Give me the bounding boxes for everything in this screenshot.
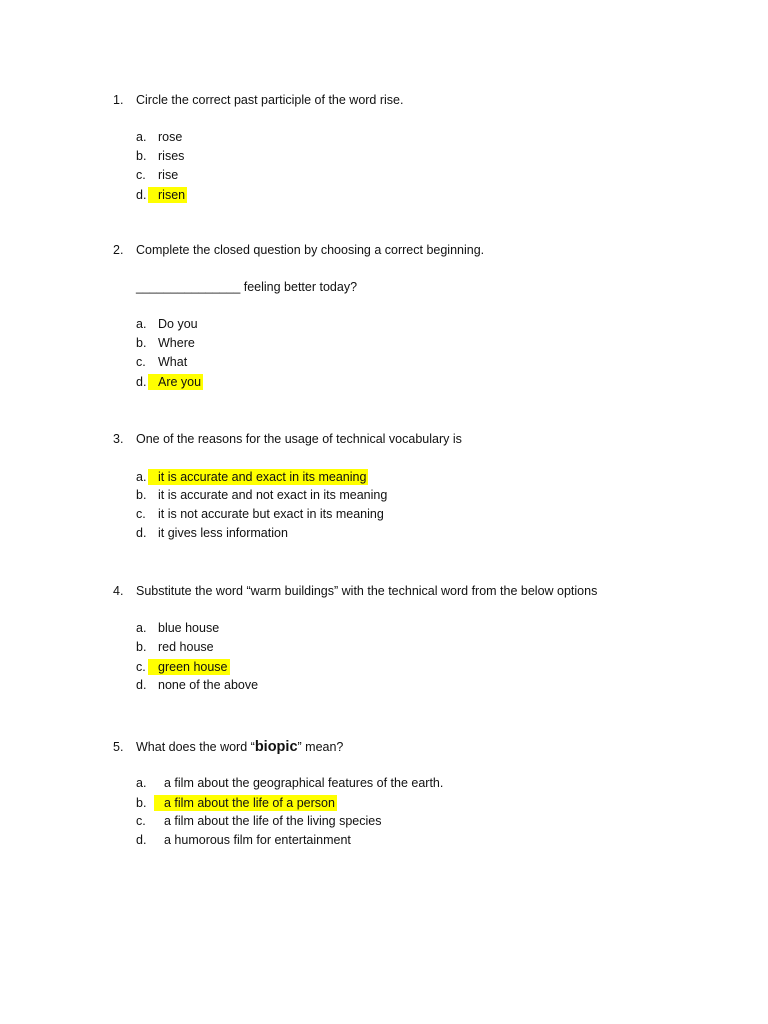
option-text: red house bbox=[158, 640, 214, 654]
highlighted-answer: Are you bbox=[148, 374, 203, 390]
option-letter: c. bbox=[136, 814, 146, 828]
option-list bbox=[136, 469, 733, 545]
highlighted-answer: a film about the life of a person bbox=[154, 795, 337, 811]
option-text: Where bbox=[158, 336, 195, 350]
option-c[interactable] bbox=[136, 507, 733, 526]
option-text: a film about the life of the living species bbox=[164, 814, 382, 828]
option-b[interactable] bbox=[136, 795, 733, 814]
question-number: 3. bbox=[113, 432, 124, 446]
option-text: a humorous film for entertainment bbox=[164, 833, 351, 847]
option-list bbox=[136, 130, 733, 206]
option-c[interactable] bbox=[136, 814, 733, 833]
question-keyword: biopic bbox=[254, 739, 298, 755]
question-text: Substitute the word “warm buildings” with the technical word from the below options bbox=[136, 584, 598, 598]
option-c[interactable] bbox=[136, 168, 733, 187]
option-d[interactable] bbox=[136, 374, 733, 393]
option-text: What bbox=[158, 355, 188, 369]
question-text-after: ” mean? bbox=[297, 740, 344, 754]
option-c[interactable] bbox=[136, 659, 733, 678]
question-text: Complete the closed question by choosing a correct beginning. bbox=[136, 243, 485, 257]
option-letter: a. bbox=[136, 130, 147, 144]
option-a[interactable] bbox=[136, 621, 733, 640]
option-letter: a. bbox=[136, 470, 147, 484]
option-letter: c. bbox=[136, 660, 146, 674]
question-1 bbox=[113, 93, 733, 206]
highlighted-answer: risen bbox=[148, 187, 187, 203]
option-list bbox=[136, 776, 733, 852]
option-d[interactable] bbox=[136, 833, 733, 852]
option-a[interactable] bbox=[136, 776, 733, 795]
option-b[interactable] bbox=[136, 488, 733, 507]
option-text: blue house bbox=[158, 621, 220, 635]
question-number: 2. bbox=[113, 243, 124, 257]
option-letter: d. bbox=[136, 188, 147, 202]
option-letter: b. bbox=[136, 336, 147, 350]
question-number: 1. bbox=[113, 93, 124, 107]
option-d[interactable] bbox=[136, 526, 733, 545]
option-text: none of the above bbox=[158, 678, 259, 692]
option-letter: b. bbox=[136, 488, 147, 502]
option-d[interactable] bbox=[136, 187, 733, 206]
option-letter: b. bbox=[136, 796, 147, 810]
option-c[interactable] bbox=[136, 355, 733, 374]
option-text: a film about the geographical features of the earth. bbox=[164, 776, 444, 790]
option-a[interactable] bbox=[136, 469, 733, 488]
question-text bbox=[136, 739, 733, 755]
option-letter: d. bbox=[136, 678, 147, 692]
option-letter: a. bbox=[136, 317, 147, 331]
highlighted-answer: it is accurate and exact in its meaning bbox=[148, 469, 368, 485]
option-letter: d. bbox=[136, 833, 147, 847]
question-2 bbox=[113, 243, 733, 393]
option-d[interactable] bbox=[136, 678, 733, 697]
option-letter: c. bbox=[136, 507, 146, 521]
option-b[interactable] bbox=[136, 336, 733, 355]
option-b[interactable] bbox=[136, 640, 733, 659]
option-letter: b. bbox=[136, 640, 147, 654]
option-text: it is not accurate but exact in its meaning bbox=[158, 507, 384, 521]
question-text: Circle the correct past participle of the word rise. bbox=[136, 93, 404, 107]
option-text: rise bbox=[158, 168, 179, 182]
option-letter: a. bbox=[136, 621, 147, 635]
option-list bbox=[136, 317, 733, 393]
fill-in-blank-sentence: _______________ feeling better today? bbox=[136, 280, 358, 294]
question-text-before: What does the word “ bbox=[136, 740, 255, 754]
question-3 bbox=[113, 432, 733, 545]
highlighted-answer: green house bbox=[148, 659, 230, 675]
option-letter: a. bbox=[136, 776, 147, 790]
option-letter: c. bbox=[136, 168, 146, 182]
option-letter: c. bbox=[136, 355, 146, 369]
option-list bbox=[136, 621, 733, 697]
option-b[interactable] bbox=[136, 149, 733, 168]
option-letter: d. bbox=[136, 375, 147, 389]
question-number: 5. bbox=[113, 740, 124, 754]
option-text: it is accurate and not exact in its meaning bbox=[158, 488, 388, 502]
option-a[interactable] bbox=[136, 130, 733, 149]
option-text: rose bbox=[158, 130, 183, 144]
option-text: rises bbox=[158, 149, 185, 163]
question-text: One of the reasons for the usage of technical vocabulary is bbox=[136, 432, 462, 446]
option-a[interactable] bbox=[136, 317, 733, 336]
question-4 bbox=[113, 584, 733, 697]
option-text: it gives less information bbox=[158, 526, 288, 540]
question-number: 4. bbox=[113, 584, 124, 598]
option-text: Do you bbox=[158, 317, 198, 331]
option-letter: d. bbox=[136, 526, 147, 540]
option-letter: b. bbox=[136, 149, 147, 163]
question-5 bbox=[113, 739, 733, 852]
